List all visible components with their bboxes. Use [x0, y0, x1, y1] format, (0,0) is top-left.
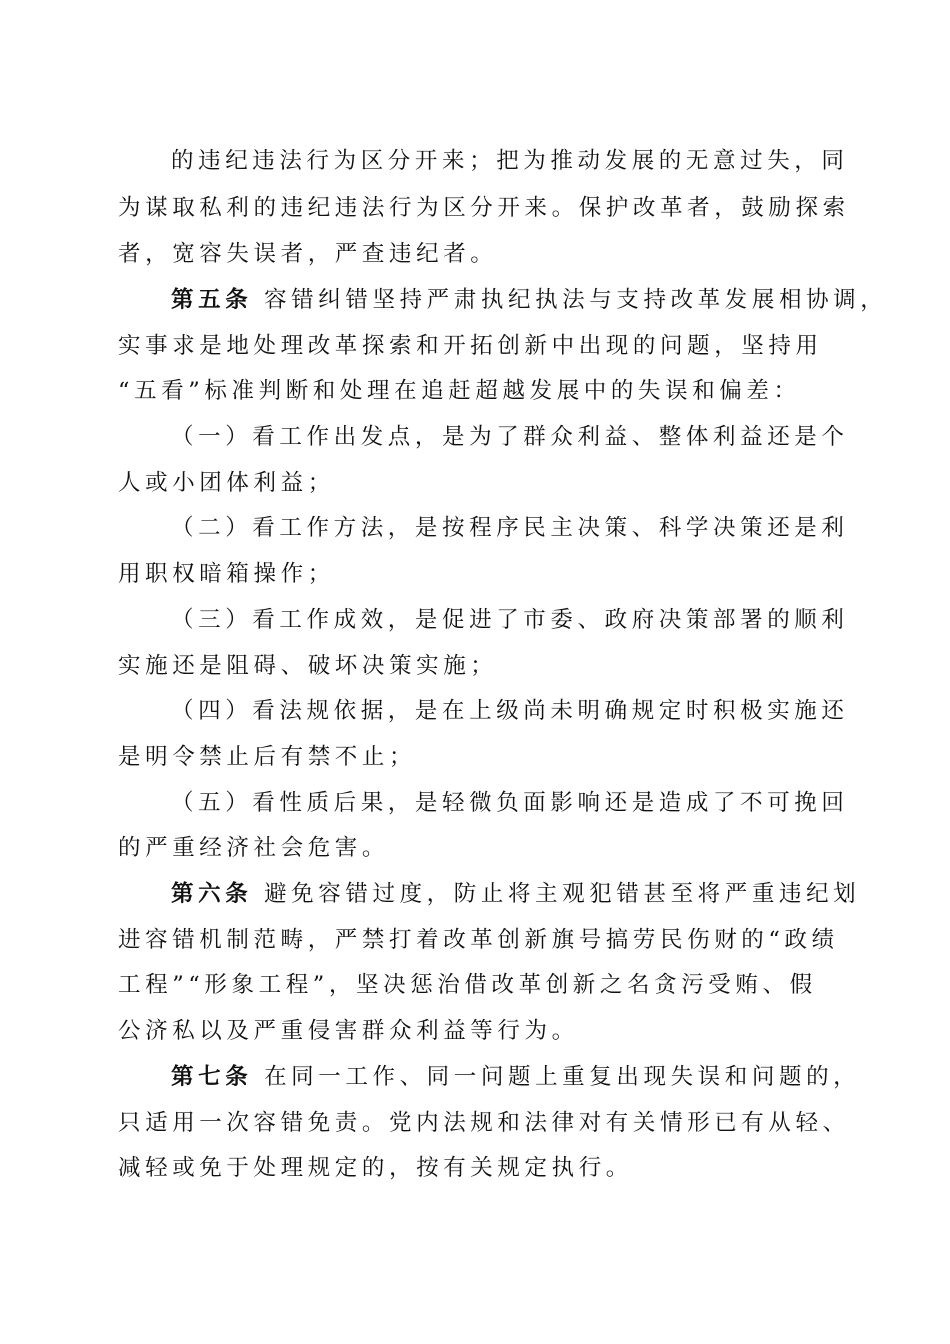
text-line: 公济私以及严重侵害群众利益等行为。 — [118, 1018, 579, 1044]
text-line: 用职权暗箱操作； — [118, 561, 335, 587]
text-line: 人或小团体利益； — [118, 470, 335, 496]
list-item-5: （五）看性质后果，是轻微负面影响还是造成了不可挽回 — [171, 790, 849, 816]
text-line: 是明令禁止后有禁不止； — [118, 744, 417, 770]
article-7-line — [171, 1062, 860, 1092]
article-text: 在同一工作、同一问题上重复出现失误和问题的， — [264, 1064, 861, 1090]
article-heading: 第六条 — [171, 881, 253, 907]
list-item-4: （四）看法规依据，是在上级尚未明确规定时积极实施还 — [171, 698, 849, 724]
article-heading: 第五条 — [171, 287, 253, 313]
text-line: 实施还是阻碍、破坏决策实施； — [118, 653, 498, 679]
article-heading: 第七条 — [171, 1064, 253, 1090]
text-line: 工程”“形象工程”，坚决惩治借改革创新之名贪污受贿、假 — [118, 972, 817, 998]
article-6-line — [171, 879, 860, 909]
article-5-line — [171, 285, 887, 315]
list-item-3: （三）看工作成效，是促进了市委、政府决策部署的顺利 — [171, 607, 849, 633]
list-item-2: （二）看工作方法，是按程序民主决策、科学决策还是利 — [171, 515, 849, 541]
text-line: 进容错机制范畴，严禁打着改革创新旗号搞劳民伤财的“政绩 — [118, 927, 839, 953]
article-text: 容错纠错坚持严肃执纪执法与支持改革发展相协调， — [264, 287, 888, 313]
text-line: 的违纪违法行为区分开来；把为推动发展的无意过失，同 — [171, 148, 849, 174]
article-text: 避免容错过度，防止将主观犯错甚至将严重违纪划 — [264, 881, 861, 907]
text-line: “五看”标准判断和处理在追赶超越发展中的失误和偏差： — [118, 378, 801, 404]
text-line: 的严重经济社会危害。 — [118, 835, 390, 861]
text-line: 者，宽容失误者，严查违纪者。 — [118, 241, 498, 267]
text-line: 为谋取私利的违纪违法行为区分开来。保护改革者，鼓励探索 — [118, 195, 850, 221]
text-line: 只适用一次容错免责。党内法规和法律对有关情形已有从轻、 — [118, 1110, 850, 1136]
text-line: 实事求是地处理改革探索和开拓创新中出现的问题，坚持用 — [118, 333, 823, 359]
list-item-1: （一）看工作出发点，是为了群众利益、整体利益还是个 — [171, 424, 849, 450]
text-line: 减轻或免于处理规定的，按有关规定执行。 — [118, 1155, 633, 1181]
